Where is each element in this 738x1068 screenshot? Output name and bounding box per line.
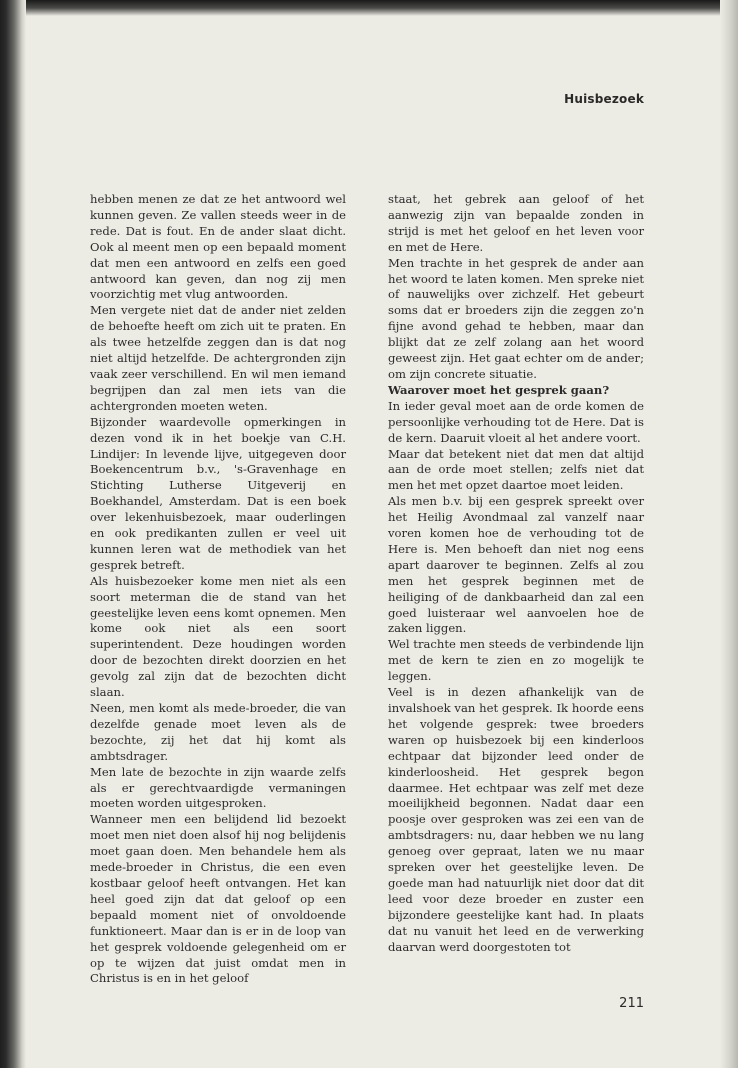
paragraph: Men trachte in het gesprek de ander aan het woord te laten komen. Men spreke niet of nauwelijks over zichzelf. Het gebeurt soms dat er broeders zijn die zeggen zo'n fijne avond gehad te hebben, maar dan blijkt dat ze zelf zolang aan het woord geweest zijn. Het gaat echter om de ander; om zijn concrete situatie. bbox=[388, 255, 644, 381]
paragraph: Als men b.v. bij een gesprek spreekt over het Heilig Avondmaal zal vanzelf naar voren komen hoe de verhouding tot de Here is. Men behoeft dan niet nog eens apart daarover te beginnen. Zelfs al zou men het gesprek beginnen met de heiliging of de dankbaarheid dan zal een goed luisteraar wel aanvoelen hoe de zaken liggen. bbox=[388, 494, 644, 636]
paragraph: In ieder geval moet aan de orde komen de persoonlijke verhouding tot de Here. Dat is de kern. Daaruit vloeit al het andere voort. bbox=[388, 398, 644, 445]
page-number: 211 bbox=[619, 996, 644, 1011]
paragraph: Men late de bezochte in zijn waarde zelfs als er gerechtvaardigde vermaningen moeten worden uitgesproken. bbox=[90, 764, 346, 811]
paragraph: staat, het gebrek aan geloof of het aanwezig zijn van bepaalde zonden in strijd is met het geloof en het leven voor en met de Here. bbox=[388, 192, 644, 254]
paragraph: Men vergete niet dat de ander niet zelden de behoefte heeft om zich uit te praten. En als twee hetzelfde zeggen dan is dat nog niet altijd hetzelfde. De achtergronden zijn vaak zeer verschillend. En wil men iemand begrijpen dan zal men iets van die achtergronden moeten weten. bbox=[90, 303, 346, 413]
paragraph: hebben menen ze dat ze het antwoord wel kunnen geven. Ze vallen steeds weer in de rede. Dat is fout. En de ander slaat dicht. Ook al meent men op een bepaald moment dat men een antwoord en zelfs een goed antwoord kan geven, dan nog zij men voorzichtig met vlug antwoorden. bbox=[90, 192, 346, 302]
paragraph: Neen, men komt als mede-broeder, die van dezelfde genade moet leven als de bezochte, zij het dat hij komt als ambtsdrager. bbox=[90, 701, 346, 763]
binding-shadow bbox=[0, 0, 26, 1068]
running-header: Huisbezoek bbox=[564, 92, 644, 106]
paragraph: Wel trachte men steeds de verbindende lijn met de kern te zien en zo mogelijk te leggen. bbox=[388, 637, 644, 684]
top-scan-edge bbox=[26, 0, 738, 16]
paragraph: Veel is in dezen afhankelijk van de invalshoek van het gesprek. Ik hoorde eens het volgende gesprek: twee broeders waren op huisbezoek bij een kinderloos echtpaar dat bijzonder leed onder de kinderloosheid. Het gesprek begon daarmee. Het echtpaar was zelf met deze moeilijkheid begonnen. Nadat daar een poosje over gesproken was zei een van de ambtsdragers: nu, daar hebben we nu lang genoeg over gepraat, laten we nu maar spreken over het geestelijke leven. De goede man had natuurlijk niet door dat dit leed voor deze broeder en zuster een bijzondere geestelijke kant had. In plaats dat nu vanuit het leed en de verwerking daarvan werd doorgestoten tot bbox=[388, 685, 644, 954]
paragraph: Wanneer men een belijdend lid bezoekt moet men niet doen alsof hij nog belijdenis moet gaan doen. Men behandele hem als mede-broeder in Christus, die een even kostbaar geloof heeft ontvangen. Het kan heel goed zijn dat dat geloof op een bepaald moment niet of onvoldoende funktioneert. Maar dan is er in de loop van het gesprek voldoende gelegenheid om er op te wijzen dat juist omdat men in Christus is en in het geloof bbox=[90, 812, 346, 986]
section-heading: Waarover moet het gesprek gaan? bbox=[388, 382, 610, 397]
right-column bbox=[388, 192, 644, 956]
left-column bbox=[90, 192, 346, 987]
paragraph: Als huisbezoeker kome men niet als een soort meterman die de stand van het geestelijke leven eens komt opnemen. Men kome ook niet als een soort superintendent. Deze houdingen worden door de bezochten direkt doorzien en het gevolg zal zijn dat de bezochten dicht slaan. bbox=[90, 573, 346, 700]
paragraph: Maar dat betekent niet dat men dat altijd aan de orde moet stellen; zelfs niet dat men het met opzet daartoe moet leiden. bbox=[388, 446, 644, 493]
paragraph: Bijzonder waardevolle opmerkingen in dezen vond ik in het boekje van C.H. Lindijer: In levende lijve, uitgegeven door Boekencentrum b.v., 's-Gravenhage en Stichting Lutherse Uitgeverij en Boekhandel, Amsterdam. Dat is een boek over lekenhuisbezoek, maar ouderlingen en ook predikanten zullen er veel uit kunnen leren wat de methodiek van het gesprek betreft. bbox=[90, 414, 346, 572]
right-page-edge bbox=[720, 0, 738, 1068]
